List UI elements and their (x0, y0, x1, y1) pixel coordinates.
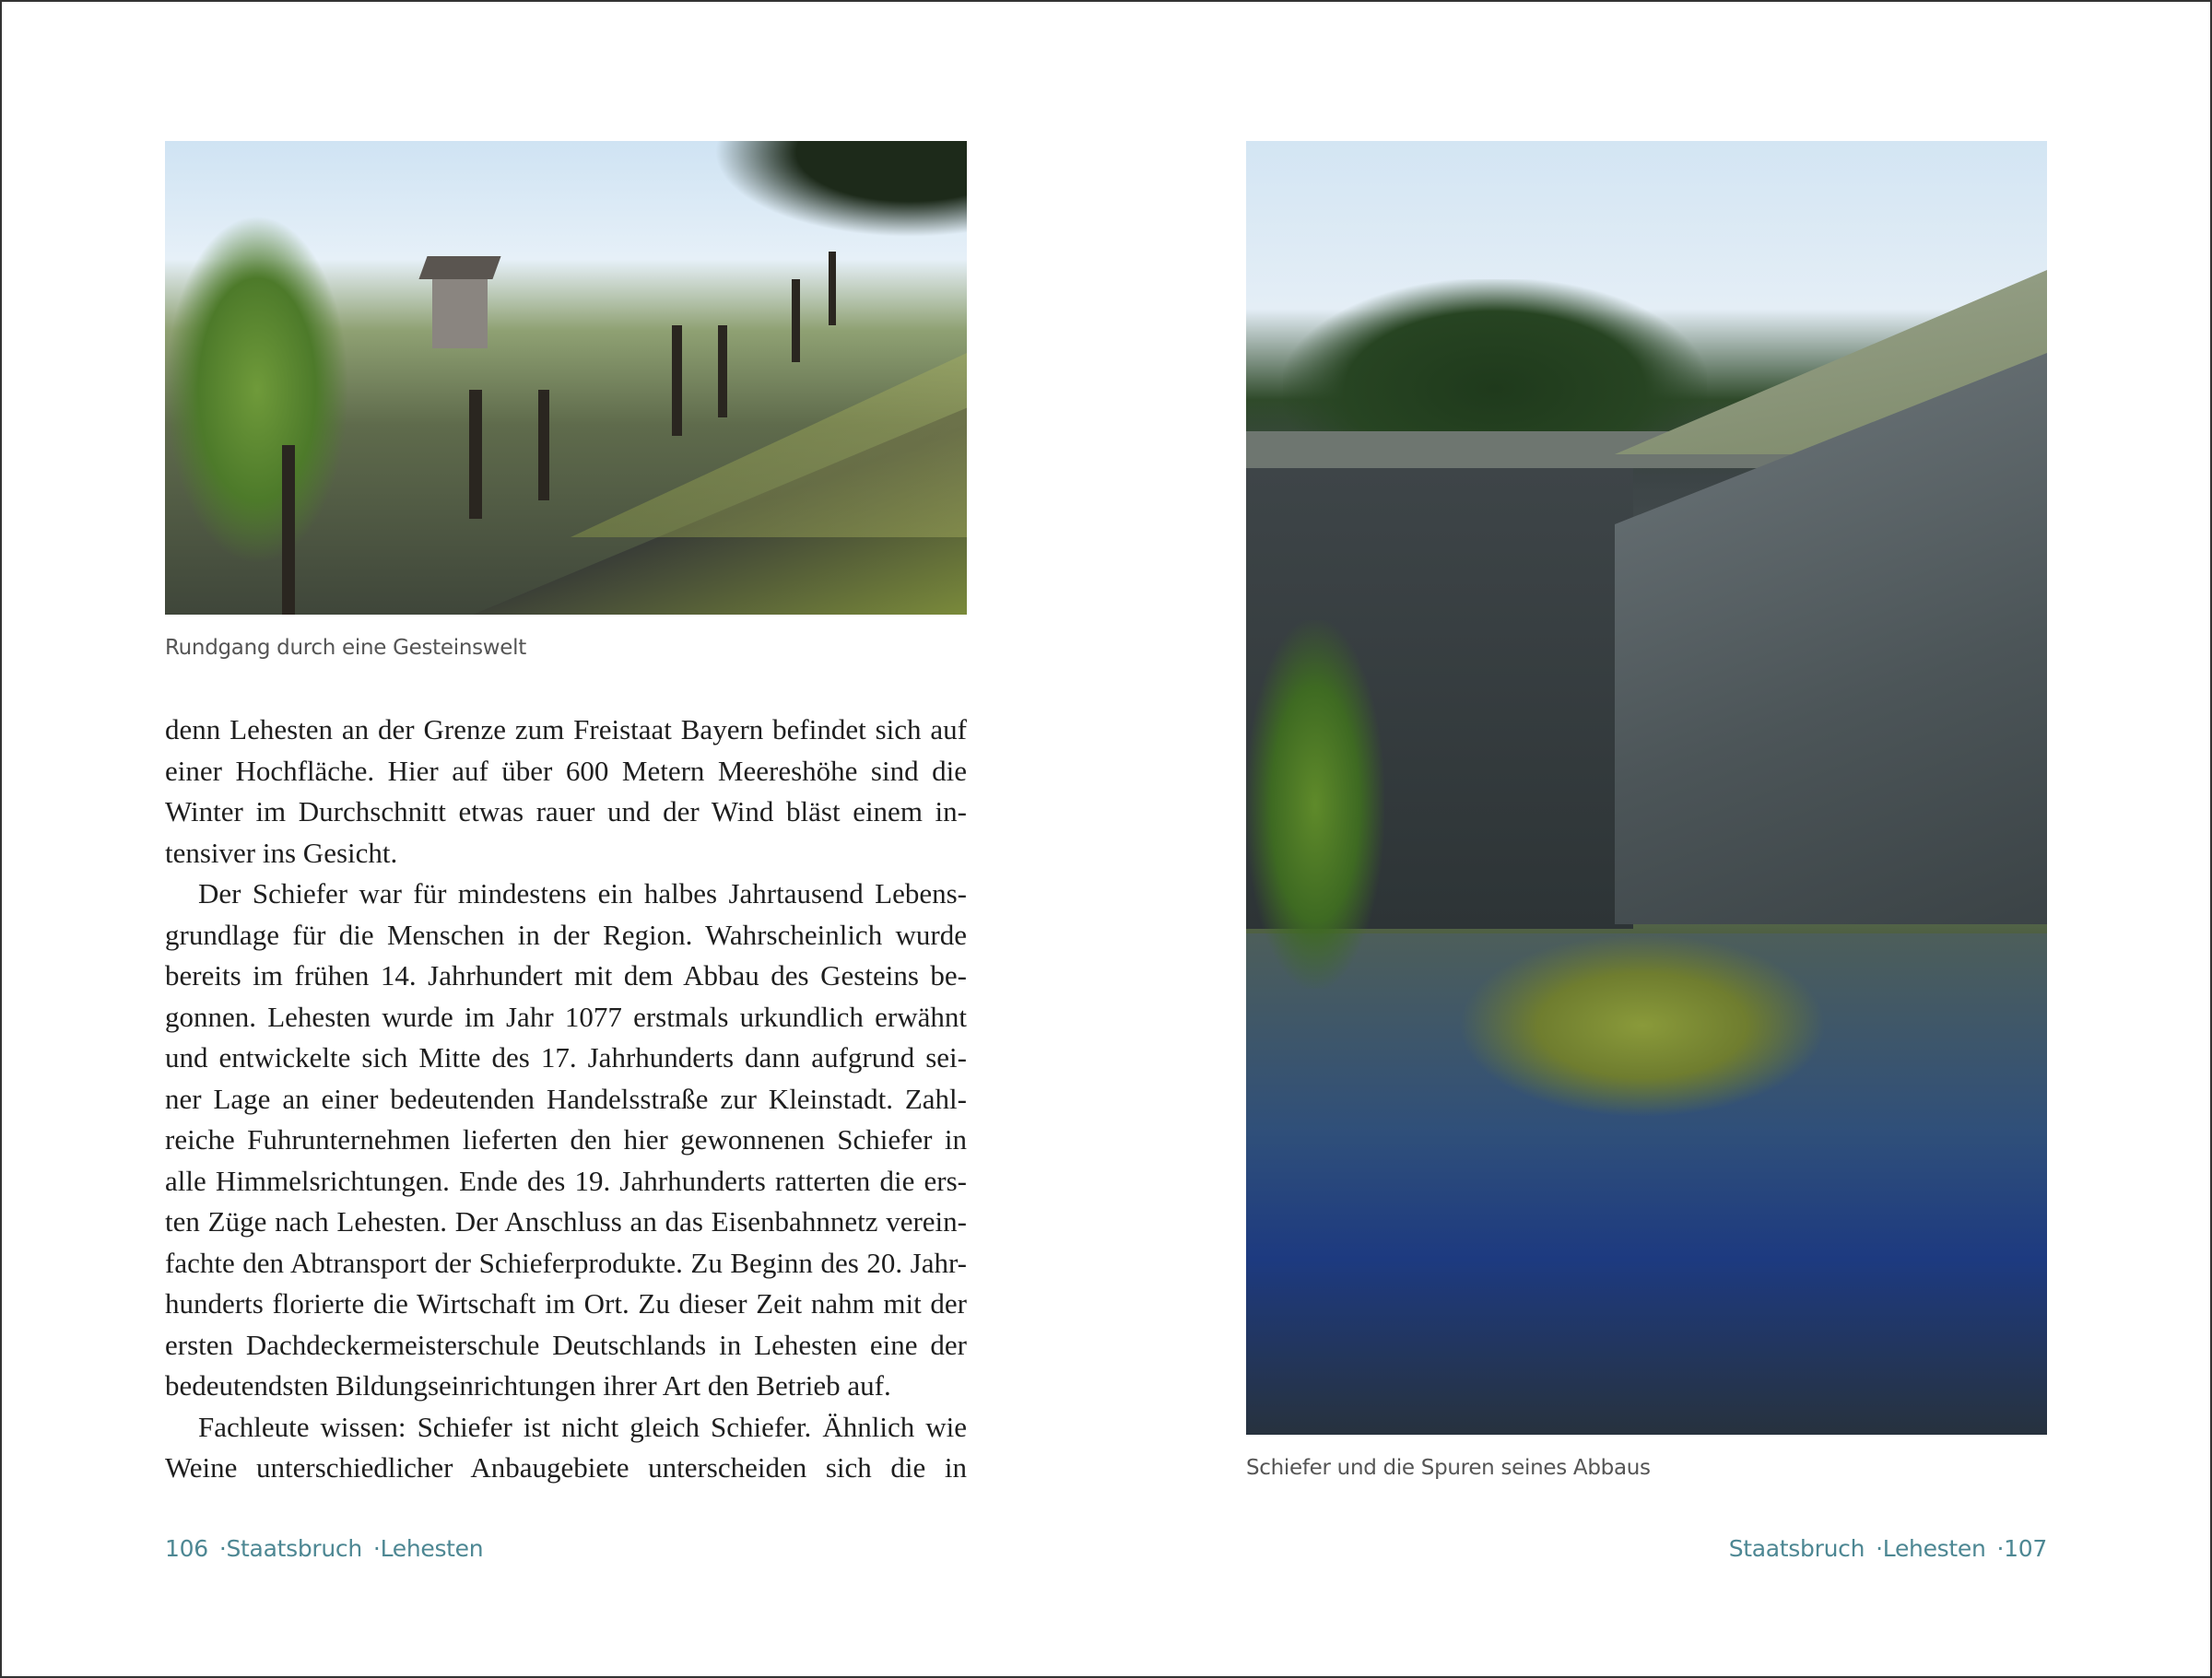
footer-section: Staatsbruch (1728, 1535, 1865, 1562)
photo-slate-quarry-lake (1246, 141, 2047, 1435)
text-line: reiche Fuhrunternehmen lieferten den hier gewonnenen Schiefer in (165, 1123, 967, 1156)
text-line: fachte den Abtransport der Schieferprodukte. Zu Beginn des 20. Jahr- (165, 1246, 967, 1279)
right-page-footer (1729, 1535, 2047, 1562)
separator: · (218, 1535, 227, 1562)
text-line: Der Schiefer war für mindestens ein halbes Jahrtausend Lebens- (198, 877, 967, 909)
text-line: ersten Dachdeckermeisterschule Deutschlands in Lehesten eine der (165, 1328, 967, 1361)
text-line: ten Züge nach Lehesten. Der Anschluss an das Eisenbahnnetz verein- (165, 1205, 967, 1238)
text-line: einer Hochfläche. Hier auf über 600 Metern Meereshöhe sind die (165, 754, 967, 787)
text-line: Winter im Durchschnitt etwas rauer und der Wind bläst einem in- (165, 795, 967, 827)
text-line: bereits im frühen 14. Jahrhundert mit dem Abbau des Gesteins be- (165, 959, 967, 992)
text-line: denn Lehesten an der Grenze zum Freistaat Bayern befindet sich auf (165, 713, 967, 745)
text-line: Fachleute wissen: Schiefer ist nicht gleich Schiefer. Ähnlich wie (198, 1410, 967, 1443)
text-line: grundlage für die Menschen in der Region. Wahrscheinlich wurde (165, 918, 967, 951)
left-page-footer (165, 1535, 483, 1562)
page-number: 107 (2004, 1535, 2047, 1562)
page-number: 106 (165, 1535, 208, 1562)
footer-place: Lehesten (380, 1535, 484, 1562)
separator: · (1876, 1535, 1883, 1562)
text-line: bedeutendsten Bildungseinrichtungen ihrer Art den Betrieb auf. (165, 1369, 891, 1402)
text-line: tensiver ins Gesicht. (165, 836, 398, 869)
left-photo-caption: Rundgang durch eine Gesteinswelt (165, 636, 526, 660)
right-photo-caption: Schiefer und die Spuren seines Abbaus (1246, 1456, 1651, 1480)
text-line: gonnen. Lehesten wurde im Jahr 1077 erstmals urkundlich erwähnt (165, 1000, 967, 1033)
text-line: Weine unterschiedlicher Anbaugebiete unterscheiden sich die in (165, 1451, 967, 1484)
text-line: und entwickelte sich Mitte des 17. Jahrhunderts dann aufgrund sei- (165, 1041, 967, 1074)
footer-place: Lehesten (1882, 1535, 1986, 1562)
text-line: ner Lage an einer bedeutenden Handelsstraße zur Kleinstadt. Zahl- (165, 1082, 967, 1115)
footer-section: Staatsbruch (226, 1535, 362, 1562)
photo-stone-stairway (165, 141, 967, 615)
body-text (165, 710, 967, 1489)
text-line: hunderts florierte die Wirtschaft im Ort. Zu dieser Zeit nahm mit der (165, 1287, 967, 1320)
separator: · (1996, 1535, 2005, 1562)
text-line: alle Himmelsrichtungen. Ende des 19. Jahrhunderts ratterten die ers- (165, 1164, 967, 1197)
separator: · (372, 1535, 381, 1562)
